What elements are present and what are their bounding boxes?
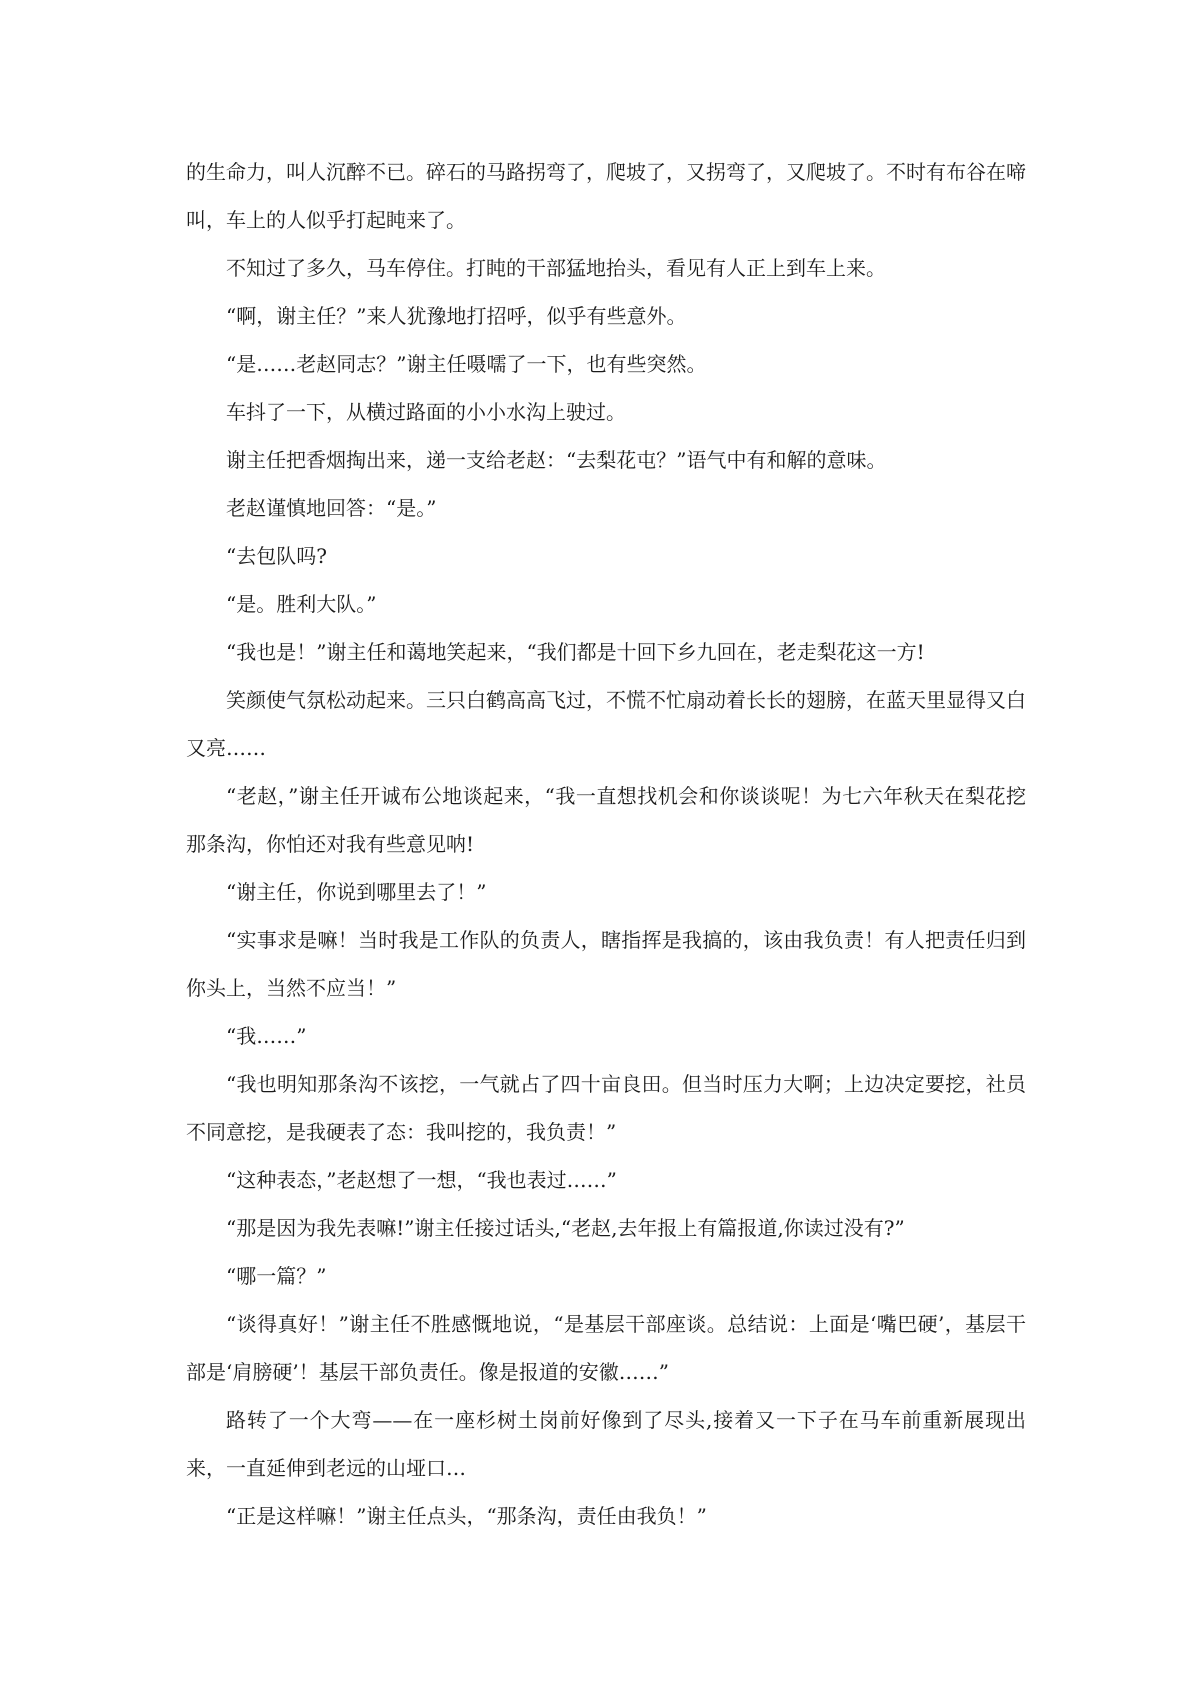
paragraph: “这种表态，”老赵想了一想，“我也表过……” — [226, 1168, 617, 1192]
paragraph: “谢主任，你说到哪里去了！” — [226, 880, 487, 904]
paragraph: “我也明知那条沟不该挖，一气就占了四十亩良田。但当时压力大啊；上边决定要挖，社员不同意挖，是我硬表了态：我叫挖的，我负责！” — [186, 1072, 1026, 1144]
paragraph: “去包队吗? — [226, 544, 327, 568]
paragraph: 笑颜使气氛松动起来。三只白鹤高高飞过，不慌不忙扇动着长长的翅膀，在蓝天里显得又白又亮…… — [186, 688, 1026, 760]
paragraph: “那是因为我先表嘛!”谢主任接过话头,“老赵,去年报上有篇报道,你读过没有?” — [226, 1216, 905, 1240]
paragraph: 车抖了一下，从横过路面的小小水沟上驶过。 — [226, 400, 626, 424]
body-text — [186, 148, 1026, 1540]
paragraph: “我也是！”谢主任和蔼地笑起来，“我们都是十回下乡九回在，老走梨花这一方! — [226, 640, 925, 664]
paragraph: “谈得真好！”谢主任不胜感慨地说，“是基层干部座谈。总结说：上面是‘嘴巴硬’，基层干部是‘肩膀硬’！基层干部负责任。像是报道的安徽……” — [186, 1312, 1026, 1384]
paragraph: “正是这样嘛！”谢主任点头，“那条沟，责任由我负！” — [226, 1504, 707, 1528]
paragraph: 谢主任把香烟掏出来，递一支给老赵：“去梨花屯？”语气中有和解的意味。 — [226, 448, 887, 472]
paragraph: “实事求是嘛！当时我是工作队的负责人，瞎指挥是我搞的，该由我负责！有人把责任归到你头上，当然不应当！” — [186, 928, 1026, 1000]
paragraph: 老赵谨慎地回答：“是。” — [226, 496, 437, 520]
paragraph: 路转了一个大弯——在一座杉树土岗前好像到了尽头,接着又一下子在马车前重新展现出来，一直延伸到老远的山垭口… — [186, 1408, 1026, 1480]
paragraph: “我……” — [226, 1024, 307, 1048]
paragraph: 的生命力，叫人沉醉不已。碎石的马路拐弯了，爬坡了，又拐弯了，又爬坡了。不时有布谷在啼叫，车上的人似乎打起盹来了。 — [186, 160, 1026, 232]
paragraph: “老赵，”谢主任开诚布公地谈起来，“我一直想找机会和你谈谈呢！为七六年秋天在梨花挖那条沟，你怕还对我有些意见呐! — [186, 784, 1026, 856]
paragraph: “哪一篇？” — [226, 1264, 327, 1288]
paragraph: “是……老赵同志？”谢主任嗫嚅了一下，也有些突然。 — [226, 352, 707, 376]
paragraph: “是。胜利大队。” — [226, 592, 377, 616]
paragraph: “啊，谢主任？”来人犹豫地打招呼，似乎有些意外。 — [226, 304, 687, 328]
paragraph: 不知过了多久，马车停住。打盹的干部猛地抬头，看见有人正上到车上来。 — [226, 256, 886, 280]
